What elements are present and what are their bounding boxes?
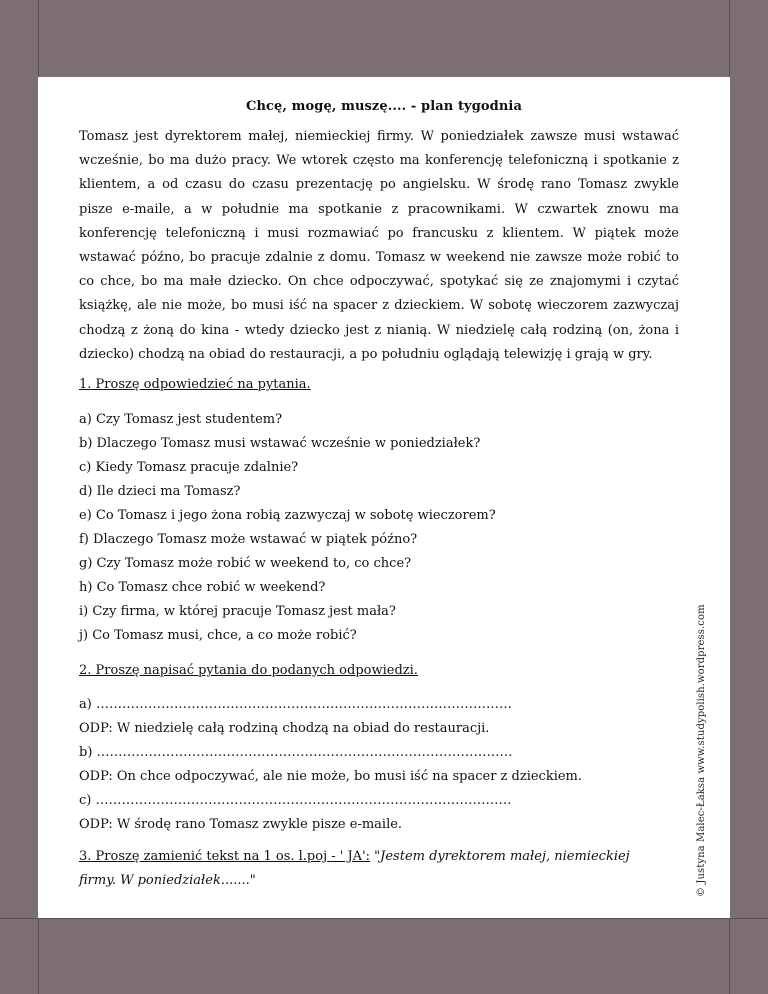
question-f: f) Dlaczego Tomasz może wstawać w piątek późno? (79, 532, 418, 547)
question-b: b) Dlaczego Tomasz musi wstawać wcześnie w poniedziałek? (79, 436, 481, 451)
question-e: e) Co Tomasz i jego żona robią zazwyczaj w sobotę wieczorem? (79, 508, 496, 523)
answer-a: ODP: W niedzielę całą rodziną chodzą na obiad do restauracji. (79, 721, 490, 736)
question-a: a) Czy Tomasz jest studentem? (79, 412, 283, 427)
question-c: c) Kiedy Tomasz pracuje zdalnie? (79, 460, 299, 475)
section3-heading: 3. Proszę zamienić tekst na 1 os. l.poj - ' JA': (79, 849, 371, 864)
answer-c: ODP: W środę rano Tomasz zwykle pisze e-maile. (79, 817, 403, 832)
page-title: Chcę, mogę, muszę.... - plan tygodnia (246, 99, 522, 114)
section3-line (79, 849, 630, 864)
section1-heading: 1. Proszę odpowiedzieć na pytania. (79, 377, 311, 392)
section2-heading: 2. Proszę napisać pytania do podanych odpowiedzi. (79, 663, 418, 678)
worksheet-page (38, 77, 730, 918)
blank-line-a: a) …………………………………………………………………………………… (79, 697, 512, 712)
question-j: j) Co Tomasz musi, chce, a co może robić? (79, 628, 357, 643)
blank-line-c: c) …………………………………………………………………………………… (79, 793, 512, 808)
blank-line-b: b) …………………………………………………………………………………… (79, 745, 513, 760)
bottom-border-bar (0, 918, 768, 994)
section3-quote-continued: firmy. W poniedziałek......." (79, 873, 256, 888)
right-border-bar (730, 77, 768, 918)
question-h: h) Co Tomasz chce robić w weekend? (79, 580, 326, 595)
question-d: d) Ile dzieci ma Tomasz? (79, 484, 241, 499)
section3-quote-start: "Jestem dyrektorem małej, niemieckiej (374, 849, 630, 864)
top-border-bar (0, 0, 768, 78)
left-border-bar (0, 77, 38, 918)
reading-text: Tomasz jest dyrektorem małej, niemieckiej firmy. W poniedziałek zawsze musi wstawać wcześnie, bo ma dużo pracy. We wtorek często ma konferencję telefoniczną i spotkanie z klientem, a od czasu do czasu prezentację po angielsku. W środę rano Tomasz zwykle pisze e-maile, a w południe ma spotkanie z pracownikami. W czwartek znowu ma konferencję telefoniczną i musi rozmawiać po francusku z klientem. W piątek może wstawać późno, bo pracuje zdalnie z domu. Tomasz w weekend nie zawsze może robić to co chce, bo ma małe dziecko. On chce odpoczywać, spotykać się ze znajomymi i czytać książkę, ale nie może, bo musi iść na spacer z dzieckiem. W sobotę wieczorem zazwyczaj chodzą z żoną do kina - wtedy dziecko jest z nianią. W niedzielę całą rodziną (on, żona i dziecko) chodzą na obiad do restauracji, a po południu oglądają telewizję i grają w gry. (79, 129, 679, 362)
answer-b: ODP: On chce odpoczywać, ale nie może, bo musi iść na spacer z dzieckiem. (79, 769, 583, 784)
question-i: i) Czy firma, w której pracuje Tomasz jest mała? (79, 604, 396, 619)
question-g: g) Czy Tomasz może robić w weekend to, co chce? (79, 556, 412, 571)
copyright-note: © Justyna Malec-Łaksa www.studypolish.wordpress.com (696, 604, 707, 897)
